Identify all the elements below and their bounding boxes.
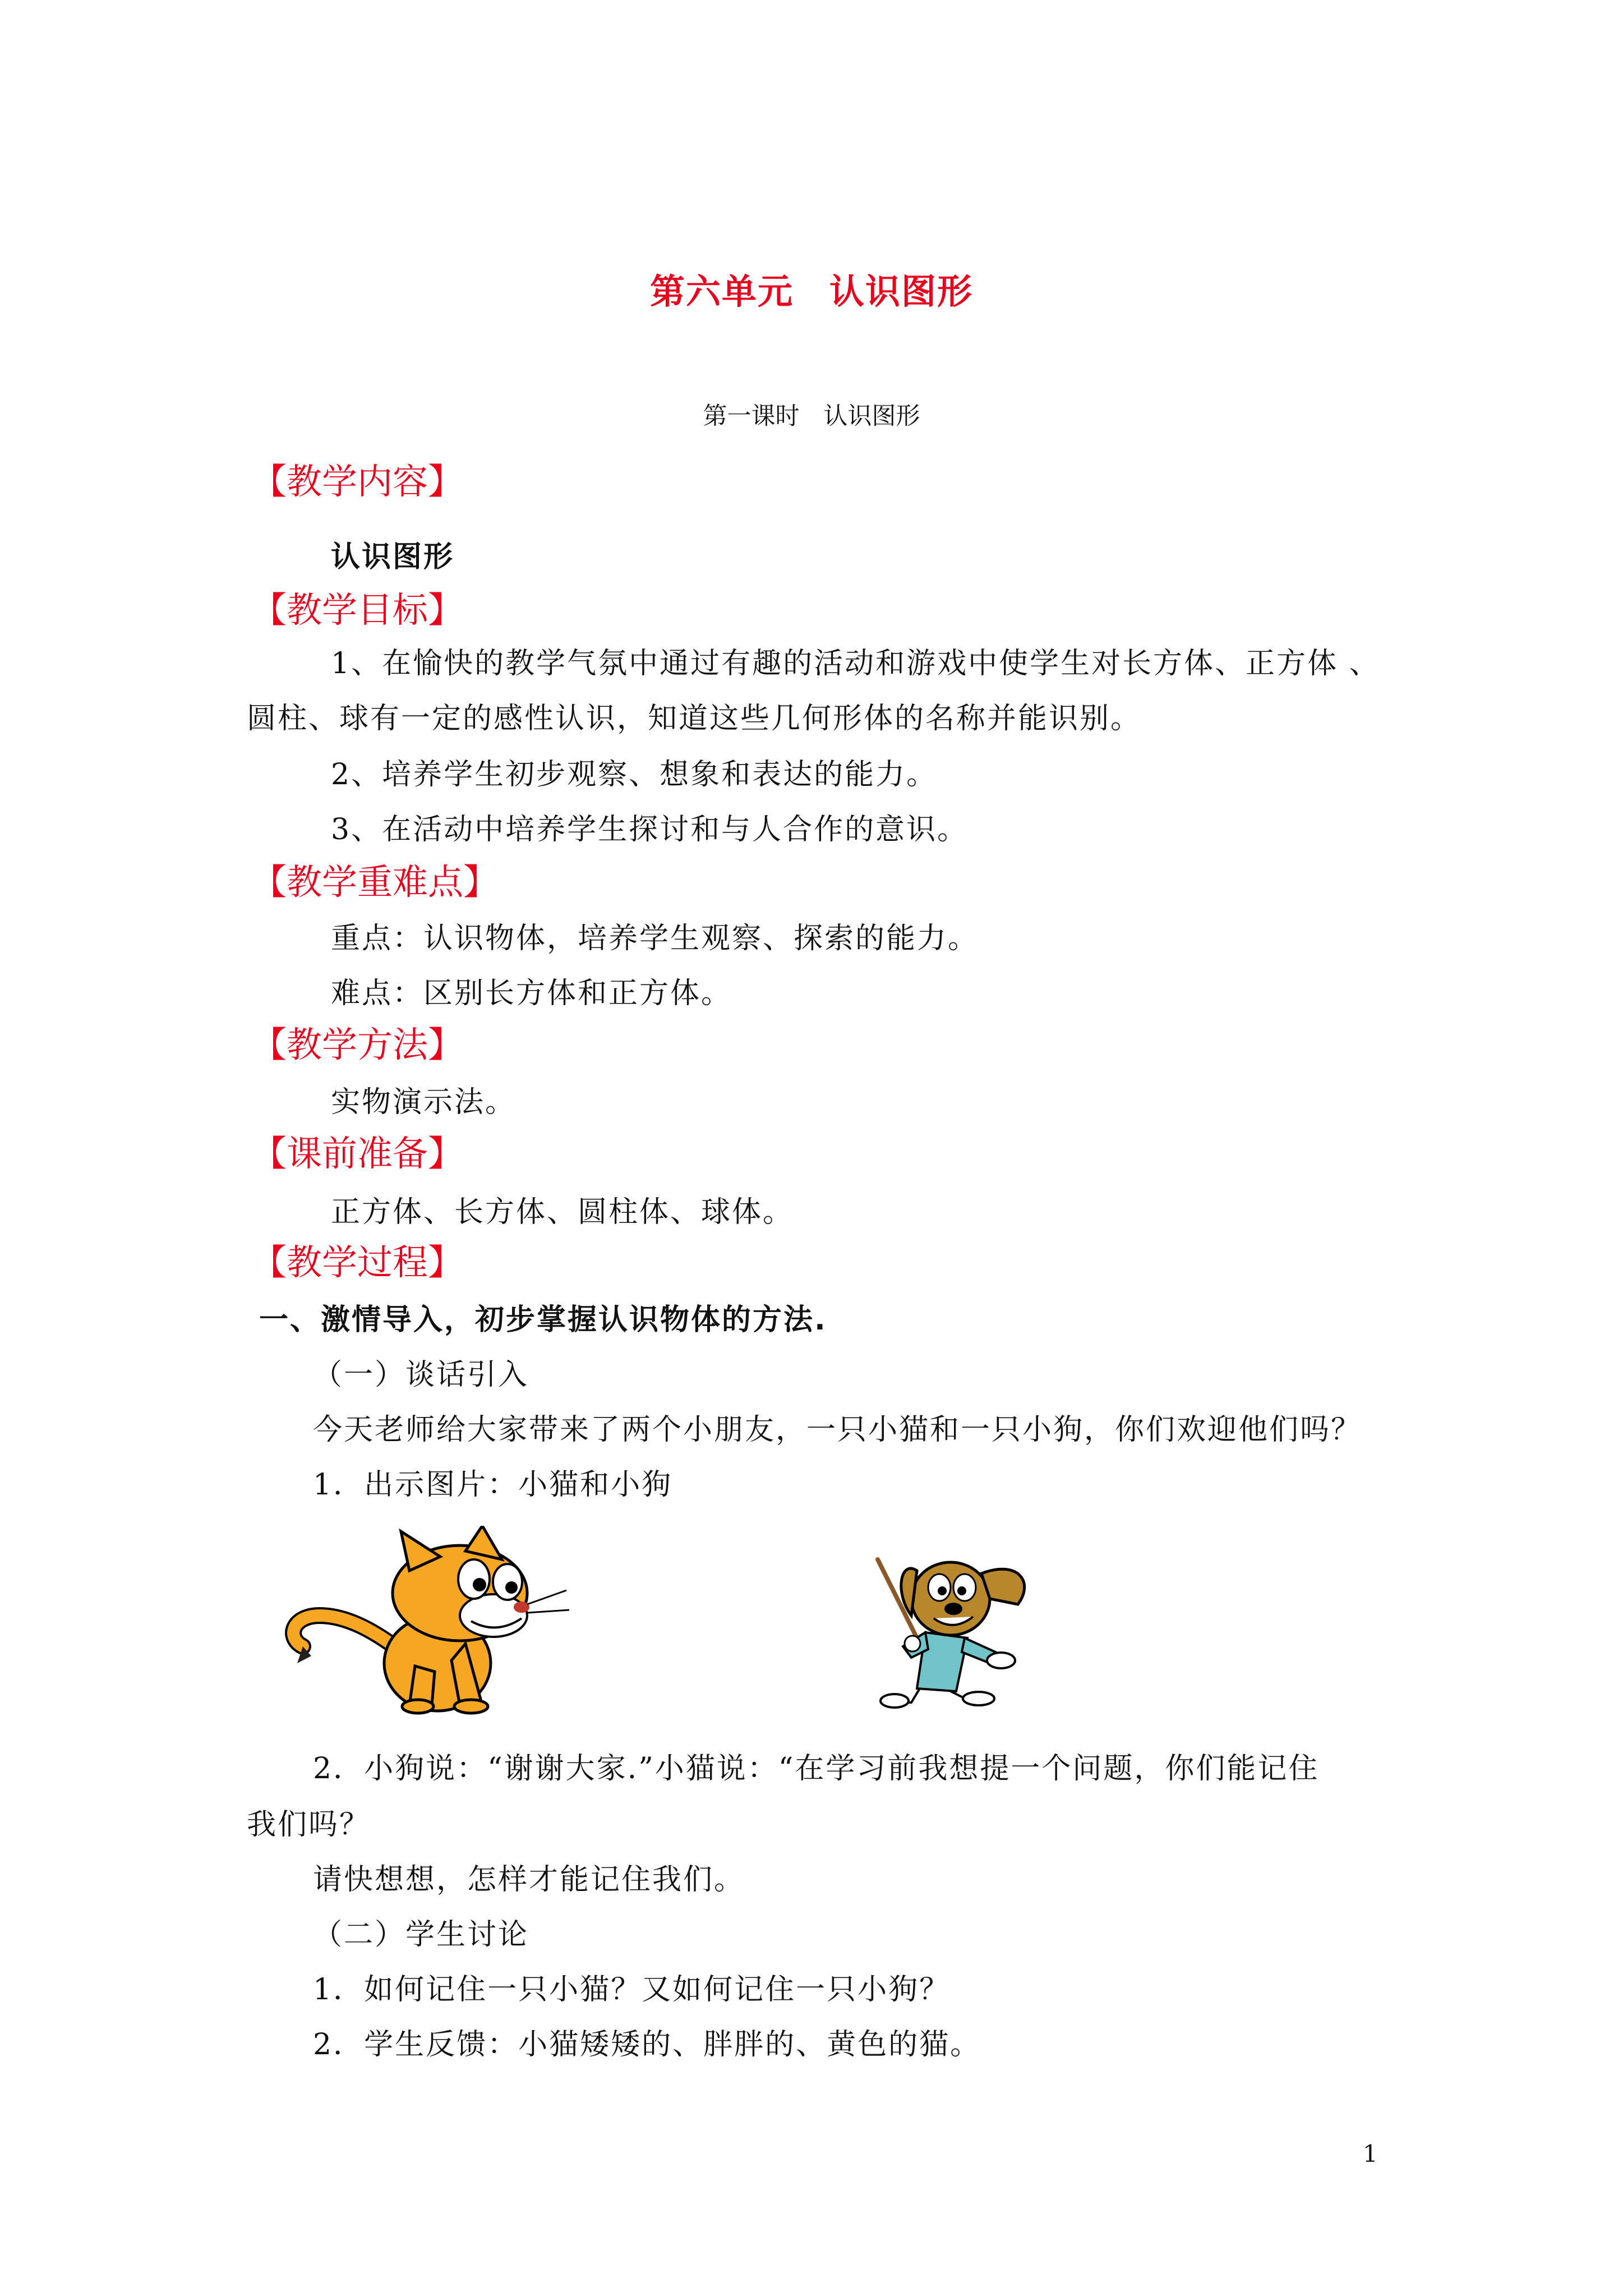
goal-1-line-2: 圆柱、球有一定的感性认识，知道这些几何形体的名称并能识别。 — [247, 702, 1142, 735]
dog-icon — [872, 1548, 1040, 1711]
subsection-2: （二）学生讨论 — [313, 1918, 529, 1952]
discuss-2: 2．学生反馈：小猫矮矮的、胖胖的、黄色的猫。 — [313, 2028, 981, 2062]
heading-teaching-process: 【教学过程】 — [251, 1242, 463, 1283]
intro-text: 今天老师给大家带来了两个小朋友，一只小猫和一只小狗，你们欢迎他们吗？ — [313, 1413, 1362, 1447]
unit-title: 第六单元 认识图形 — [649, 271, 973, 312]
method-text: 实物演示法。 — [331, 1085, 517, 1119]
preparation-text: 正方体、长方体、圆柱体、球体。 — [331, 1195, 794, 1229]
think-text: 请快想想，怎样才能记住我们。 — [313, 1863, 745, 1897]
step-1: 1．出示图片：小猫和小狗 — [313, 1468, 673, 1502]
heading-teaching-goals: 【教学目标】 — [251, 590, 463, 631]
lesson-subtitle: 第一课时 认识图形 — [703, 402, 920, 430]
hard-point: 难点：区别长方体和正方体。 — [331, 977, 732, 1010]
heading-teaching-content: 【教学内容】 — [251, 461, 463, 502]
heading-teaching-method: 【教学方法】 — [251, 1024, 463, 1065]
discuss-1: 1．如何记住一只小猫？又如何记住一只小狗？ — [313, 1973, 951, 2007]
cat-icon — [280, 1526, 583, 1717]
step-2-line-2: 我们吗？ — [247, 1808, 371, 1842]
part-1-title: 一、激情导入，初步掌握认识物体的方法. — [259, 1303, 827, 1337]
heading-preparation: 【课前准备】 — [251, 1133, 463, 1174]
key-point: 重点：认识物体，培养学生观察、探索的能力。 — [331, 922, 979, 955]
step-2-line-1: 2．小狗说：“谢谢大家.”小猫说：“在学习前我想提一个问题，你们能记住 — [313, 1752, 1320, 1786]
subsection-1: （一）谈话引入 — [313, 1358, 529, 1392]
content-text: 认识图形 — [331, 540, 455, 574]
goal-1-line-1: 1、在愉快的教学气氛中通过有趣的活动和游戏中使学生对长方体、正方体 、 — [331, 647, 1380, 680]
goal-2: 2、培养学生初步观察、想象和表达的能力。 — [331, 758, 938, 792]
goal-3: 3、在活动中培养学生探讨和与人合作的意识。 — [331, 813, 969, 846]
heading-key-points: 【教学重难点】 — [251, 862, 499, 903]
page-number: 1 — [1363, 2140, 1378, 2168]
